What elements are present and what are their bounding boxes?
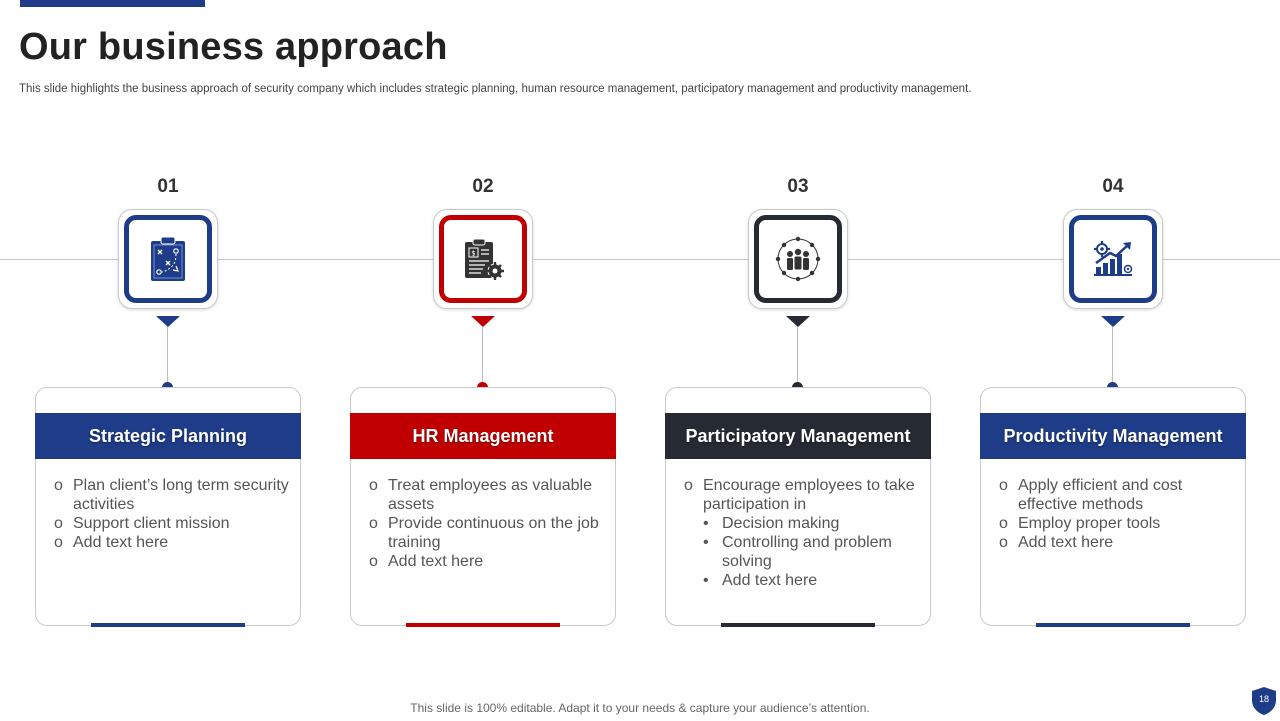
page-number-badge — [1251, 686, 1277, 716]
pointer-arrow — [1101, 316, 1125, 327]
card-bottom-bar — [91, 623, 245, 627]
hr-clipboard-gear-icon — [462, 237, 504, 281]
card-heading: Participatory Management — [665, 413, 931, 459]
connector-line — [797, 327, 798, 382]
svg-text:$: $ — [471, 249, 476, 258]
page-number: 18 — [1258, 694, 1269, 704]
connector-line — [167, 327, 168, 382]
card-heading: Productivity Management — [980, 413, 1246, 459]
sub-bullet-item: • Decision making — [703, 515, 840, 532]
step-number: 04 — [1102, 176, 1124, 197]
card-bottom-bar — [1036, 623, 1190, 627]
step-number: 02 — [472, 176, 494, 197]
step-number: 03 — [787, 176, 809, 197]
icon-frame — [433, 209, 533, 309]
step-card — [665, 387, 931, 626]
sub-bullet-item: • Controlling and problem solving — [703, 534, 892, 570]
icon-frame — [1063, 209, 1163, 309]
card-body — [54, 476, 290, 552]
bullet-item: o Add text here — [54, 534, 169, 551]
slide-title: Our business approach — [19, 26, 448, 68]
connector-line — [1112, 327, 1113, 382]
sub-bullet-item: • Add text here — [703, 572, 818, 589]
bullet-item: o Support client mission — [54, 515, 230, 532]
bullet-item: o Employ proper tools — [999, 515, 1161, 532]
card-body — [369, 476, 605, 571]
slide-footer: This slide is 100% editable. Adapt it to your needs & capture your audience’s attention. — [410, 701, 870, 715]
step-number: 01 — [157, 176, 179, 197]
team-network-icon — [773, 234, 823, 284]
step-participatory-management — [665, 170, 965, 630]
icon-frame — [118, 209, 218, 309]
bullet-item: o Plan client’s long term security activities — [54, 477, 289, 513]
bullet-item: o Provide continuous on the job training — [369, 515, 599, 551]
card-bottom-bar — [406, 623, 560, 627]
card-heading: Strategic Planning — [35, 413, 301, 459]
pointer-arrow — [156, 316, 180, 327]
bullet-item: o Add text here — [369, 553, 484, 570]
productivity-growth-icon — [1090, 239, 1136, 279]
icon-frame — [748, 209, 848, 309]
bullet-item: o Add text here — [999, 534, 1114, 551]
step-card — [980, 387, 1246, 626]
connector-line — [482, 327, 483, 382]
bullet-item: o Encourage employees to take participation in — [684, 477, 915, 513]
pointer-arrow — [471, 316, 495, 327]
card-heading: HR Management — [350, 413, 616, 459]
step-card — [350, 387, 616, 626]
top-accent-bar — [20, 0, 205, 7]
card-body — [999, 476, 1235, 552]
bullet-item: o Treat employees as valuable assets — [369, 477, 592, 513]
step-hr-management — [350, 170, 650, 630]
card-bottom-bar — [721, 623, 875, 627]
step-strategic-planning — [35, 170, 335, 630]
bullet-item: o Apply efficient and cost effective methods — [999, 477, 1183, 513]
step-productivity-management — [980, 170, 1280, 630]
step-card — [35, 387, 301, 626]
card-body — [684, 476, 920, 590]
strategy-board-icon — [148, 235, 188, 283]
slide-subtitle: This slide highlights the business approach of security company which includes strategic planning, human resource management, participatory management and productivity management. — [19, 83, 972, 95]
pointer-arrow — [786, 316, 810, 327]
